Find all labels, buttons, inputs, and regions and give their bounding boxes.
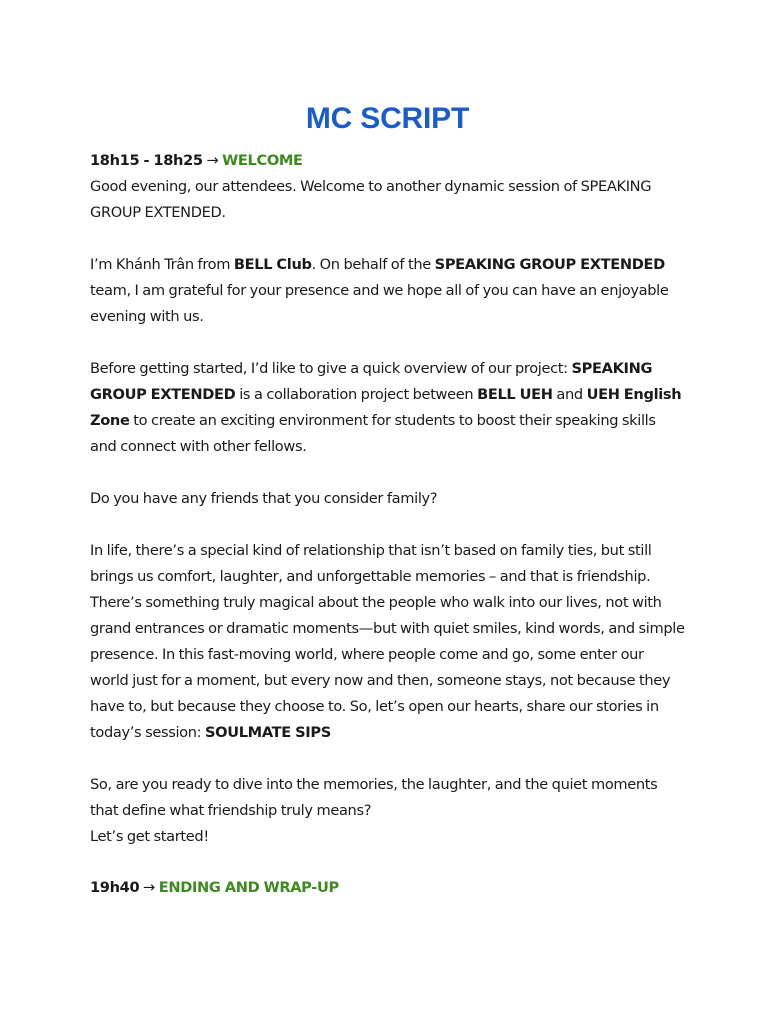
paragraph-friendship bbox=[90, 538, 685, 746]
paragraph-question: Do you have any friends that you consider family? bbox=[90, 490, 438, 507]
section-label: WELCOME bbox=[222, 152, 303, 169]
text-run: I’m Khánh Trân from bbox=[90, 256, 234, 273]
bold-text: UEH English Zone bbox=[90, 386, 682, 429]
section-label: ENDING AND WRAP-UP bbox=[158, 879, 339, 896]
arrow-icon: → bbox=[202, 152, 223, 169]
text-run: is a collaboration project between bbox=[235, 386, 478, 403]
bold-text: BELL UEH bbox=[477, 386, 553, 403]
text-run: . On behalf of the bbox=[311, 256, 435, 273]
text-run: and bbox=[552, 386, 587, 403]
paragraph-ready: So, are you ready to dive into the memories, the laughter, and the quiet moments that define what friendship truly means? bbox=[90, 776, 658, 819]
text-run: In life, there’s a special kind of relationship that isn’t based on family ties, but still brings us comfort, laughter, and unforgettable memories – and that is friendship. There’s something truly magical about the people who walk into our lives, not with grand entrances or dramatic moments—but with quiet smiles, kind words, and simple presence. In this fast-moving world, where people come and go, some enter our world just for a moment, but every now and then, someone stays, not because they have to, but because they choose to. So, let’s open our hearts, share our stories in today’s session: bbox=[90, 542, 685, 741]
paragraph-greeting: Good evening, our attendees. Welcome to another dynamic session of SPEAKING GROUP EXTENDED. bbox=[90, 178, 652, 221]
paragraph-overview bbox=[90, 356, 685, 460]
bold-text: BELL Club bbox=[233, 256, 312, 273]
section-time: 18h15 - 18h25 bbox=[90, 152, 203, 169]
paragraph-introduction bbox=[90, 252, 685, 330]
section-heading-welcome bbox=[90, 148, 685, 174]
bold-text: SPEAKING GROUP EXTENDED bbox=[90, 360, 653, 403]
document-page bbox=[90, 100, 685, 901]
section-time: 19h40 bbox=[90, 879, 140, 896]
bold-text: SOULMATE SIPS bbox=[205, 724, 331, 741]
text-run: to create an exciting environment for students to boost their speaking skills and connect with other fellows. bbox=[90, 412, 656, 455]
arrow-icon: → bbox=[139, 879, 159, 896]
text-run: team, I am grateful for your presence and we hope all of you can have an enjoyable evening with us. bbox=[90, 282, 669, 325]
section-heading-ending bbox=[90, 875, 685, 901]
paragraph-start: Let’s get started! bbox=[90, 828, 209, 845]
bold-text: SPEAKING GROUP EXTENDED bbox=[434, 256, 665, 273]
page-title: MC SCRIPT bbox=[305, 102, 470, 135]
text-run: Before getting started, I’d like to give a quick overview of our project: bbox=[90, 360, 572, 377]
